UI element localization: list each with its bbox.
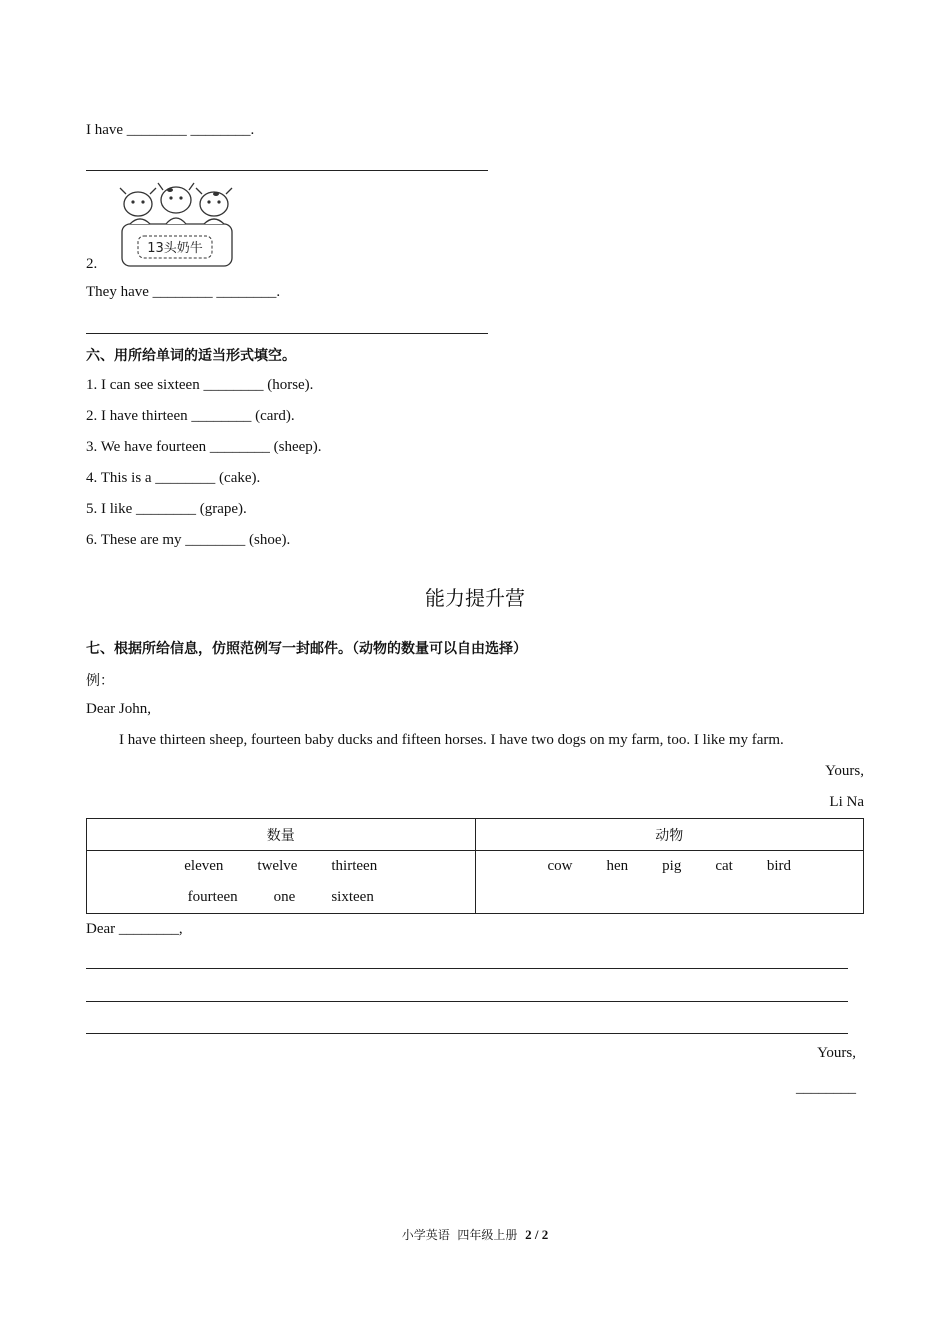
info-table — [86, 818, 864, 914]
answer-greeting: Dear ________, — [86, 921, 183, 937]
section6-item-5: 5. I like ________ (grape). — [86, 501, 247, 517]
example-closing: Yours, — [825, 763, 864, 779]
page-footer — [0, 1226, 950, 1243]
example-body: I have thirteen sheep, fourteen baby ducks and fifteen horses. I have two dogs on my farm, too. I like my farm. — [119, 732, 784, 748]
numbers-header: 数量 — [87, 819, 476, 851]
animal-word: pig — [662, 858, 682, 874]
number-word: one — [273, 889, 296, 905]
number-word: sixteen — [331, 889, 374, 905]
footer-text: 小学英语 四年级上册 — [401, 1228, 518, 1242]
section6-item-2: 2. I have thirteen ________ (card). — [86, 408, 295, 424]
answer-closing: Yours, — [817, 1045, 856, 1061]
animal-word: cat — [715, 858, 733, 874]
number-word: thirteen — [331, 858, 378, 874]
animal-word: hen — [606, 858, 629, 874]
item2-sentence: They have ________ ________. — [86, 284, 281, 300]
example-signature: Li Na — [829, 794, 864, 810]
animal-word: cow — [547, 858, 573, 874]
number-word: twelve — [257, 858, 298, 874]
numbers-cell — [87, 851, 476, 914]
section6-title: 六、用所给单词的适当形式填空。 — [86, 348, 296, 364]
animal-word: bird — [766, 858, 791, 874]
answer-signature: ________ — [796, 1080, 856, 1096]
number-word: eleven — [184, 858, 224, 874]
section7-title: 七、根据所给信息，仿照范例写一封邮件。（动物的数量可以自由选择） — [86, 641, 527, 657]
ability-section-heading: 能力提升营 — [425, 586, 525, 610]
section6-item-4: 4. This is a ________ (cake). — [86, 470, 261, 486]
writing-line — [86, 1001, 848, 1002]
cows-picture — [116, 180, 236, 272]
cows-picture-label: 13头奶牛 — [147, 241, 203, 256]
writing-line — [86, 1033, 848, 1034]
answer-line — [86, 333, 488, 334]
animals-cell — [475, 851, 864, 914]
section6-item-3: 3. We have fourteen ________ (sheep). — [86, 439, 322, 455]
example-greeting: Dear John, — [86, 701, 151, 717]
item2-number: 2. — [86, 256, 98, 272]
section6-item-1: 1. I can see sixteen ________ (horse). — [86, 377, 314, 393]
writing-line — [86, 968, 848, 969]
example-label: 例： — [86, 673, 114, 689]
animals-header: 动物 — [475, 819, 864, 851]
item1-sentence: I have ________ ________. — [86, 122, 255, 138]
page-number: 2 / 2 — [525, 1227, 549, 1242]
answer-line — [86, 170, 488, 171]
section6-item-6: 6. These are my ________ (shoe). — [86, 532, 291, 548]
number-word: fourteen — [187, 889, 238, 905]
